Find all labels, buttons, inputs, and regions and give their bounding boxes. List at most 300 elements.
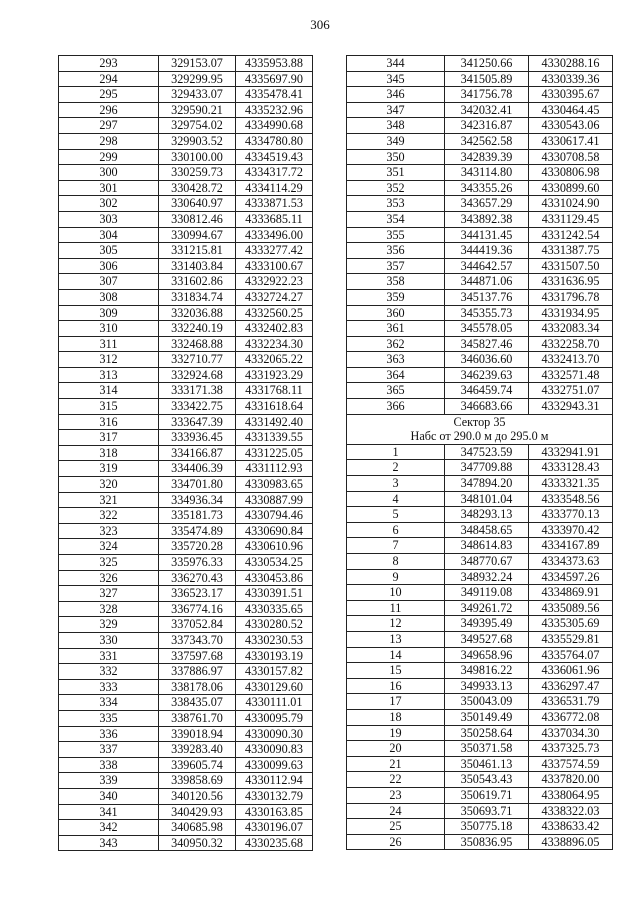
point-number: 304 xyxy=(59,227,159,243)
point-number: 330 xyxy=(59,632,159,648)
point-number: 3 xyxy=(347,476,445,492)
coord-y: 4331024.90 xyxy=(529,196,613,212)
table-row xyxy=(59,710,313,726)
coord-y: 4330193.19 xyxy=(236,648,313,664)
coord-y: 4333321.35 xyxy=(529,476,613,492)
coord-x: 334936.34 xyxy=(159,492,236,508)
table-row xyxy=(347,367,613,383)
table-row xyxy=(347,149,613,165)
coord-x: 337343.70 xyxy=(159,632,236,648)
coord-x: 333936.45 xyxy=(159,430,236,446)
point-number: 18 xyxy=(347,709,445,725)
table-row xyxy=(347,522,613,538)
coord-y: 4333100.67 xyxy=(236,258,313,274)
coord-x: 332468.88 xyxy=(159,336,236,352)
coord-x: 348101.04 xyxy=(445,491,529,507)
coord-y: 4332402.83 xyxy=(236,321,313,337)
table-row xyxy=(347,196,613,212)
coordinates-table-right xyxy=(346,55,613,850)
point-number: 354 xyxy=(347,211,445,227)
point-number: 349 xyxy=(347,133,445,149)
point-number: 317 xyxy=(59,430,159,446)
coord-y: 4338633.42 xyxy=(529,819,613,835)
coord-y: 4332413.70 xyxy=(529,352,613,368)
point-number: 344 xyxy=(347,56,445,72)
sector-title: Сектор 35 xyxy=(347,414,613,429)
coord-y: 4336531.79 xyxy=(529,694,613,710)
point-number: 339 xyxy=(59,773,159,789)
table-row xyxy=(347,725,613,741)
table-row xyxy=(347,834,613,850)
point-number: 16 xyxy=(347,678,445,694)
coord-x: 329903.52 xyxy=(159,133,236,149)
point-number: 20 xyxy=(347,741,445,757)
coordinates-table-left xyxy=(58,55,313,851)
table-row xyxy=(59,87,313,103)
table-row xyxy=(59,399,313,415)
coord-y: 4338896.05 xyxy=(529,834,613,850)
sector-subtitle-row xyxy=(347,429,613,444)
coord-y: 4332560.25 xyxy=(236,305,313,321)
coord-x: 337052.84 xyxy=(159,617,236,633)
table-row xyxy=(59,492,313,508)
point-number: 363 xyxy=(347,352,445,368)
point-number: 7 xyxy=(347,538,445,554)
coord-y: 4330391.51 xyxy=(236,586,313,602)
point-number: 313 xyxy=(59,367,159,383)
coord-y: 4330899.60 xyxy=(529,180,613,196)
coord-y: 4330543.06 xyxy=(529,118,613,134)
coord-x: 347523.59 xyxy=(445,444,529,460)
coord-y: 4331923.29 xyxy=(236,367,313,383)
table-row xyxy=(59,367,313,383)
coord-x: 350543.43 xyxy=(445,772,529,788)
table-row xyxy=(59,102,313,118)
coord-y: 4330163.85 xyxy=(236,804,313,820)
table-row xyxy=(347,787,613,803)
table-row xyxy=(59,773,313,789)
coord-y: 4338322.03 xyxy=(529,803,613,819)
coord-y: 4331768.11 xyxy=(236,383,313,399)
coord-y: 4330690.84 xyxy=(236,523,313,539)
coord-y: 4333128.43 xyxy=(529,460,613,476)
table-row xyxy=(347,616,613,632)
point-number: 309 xyxy=(59,305,159,321)
point-number: 342 xyxy=(59,820,159,836)
point-number: 22 xyxy=(347,772,445,788)
table-row xyxy=(347,133,613,149)
table-row xyxy=(347,399,613,415)
coord-x: 350836.95 xyxy=(445,834,529,850)
table-row xyxy=(347,476,613,492)
coord-y: 4335089.56 xyxy=(529,600,613,616)
coord-y: 4332751.07 xyxy=(529,383,613,399)
coord-y: 4331339.55 xyxy=(236,430,313,446)
point-number: 13 xyxy=(347,631,445,647)
table-row xyxy=(347,819,613,835)
table-row xyxy=(347,336,613,352)
coord-x: 350258.64 xyxy=(445,725,529,741)
point-number: 17 xyxy=(347,694,445,710)
point-number: 315 xyxy=(59,399,159,415)
point-number: 341 xyxy=(59,804,159,820)
coord-y: 4332258.70 xyxy=(529,336,613,352)
coord-y: 4337325.73 xyxy=(529,741,613,757)
point-number: 348 xyxy=(347,118,445,134)
table-row xyxy=(347,600,613,616)
coord-x: 342316.87 xyxy=(445,118,529,134)
table-row xyxy=(59,586,313,602)
coord-y: 4331242.54 xyxy=(529,227,613,243)
coord-y: 4336061.96 xyxy=(529,663,613,679)
table-row xyxy=(347,165,613,181)
coord-y: 4331636.95 xyxy=(529,274,613,290)
coord-y: 4337820.00 xyxy=(529,772,613,788)
coord-x: 339283.40 xyxy=(159,742,236,758)
point-number: 298 xyxy=(59,133,159,149)
point-number: 355 xyxy=(347,227,445,243)
point-number: 325 xyxy=(59,555,159,571)
coord-y: 4330395.67 xyxy=(529,87,613,103)
table-row xyxy=(347,756,613,772)
table-row xyxy=(59,289,313,305)
point-number: 351 xyxy=(347,165,445,181)
coord-x: 336270.43 xyxy=(159,570,236,586)
point-number: 21 xyxy=(347,756,445,772)
table-row xyxy=(347,507,613,523)
coord-x: 334406.39 xyxy=(159,461,236,477)
point-number: 303 xyxy=(59,211,159,227)
coord-y: 4334597.26 xyxy=(529,569,613,585)
coord-x: 336774.16 xyxy=(159,601,236,617)
point-number: 295 xyxy=(59,87,159,103)
coord-x: 345827.46 xyxy=(445,336,529,352)
point-number: 12 xyxy=(347,616,445,632)
table-row xyxy=(59,539,313,555)
coord-x: 343355.26 xyxy=(445,180,529,196)
coord-x: 335181.73 xyxy=(159,508,236,524)
coord-x: 329754.02 xyxy=(159,118,236,134)
point-number: 6 xyxy=(347,522,445,538)
coord-x: 343892.38 xyxy=(445,211,529,227)
coord-x: 342032.41 xyxy=(445,102,529,118)
coord-y: 4330235.68 xyxy=(236,835,313,851)
point-number: 2 xyxy=(347,460,445,476)
table-row xyxy=(347,258,613,274)
coord-x: 350619.71 xyxy=(445,787,529,803)
point-number: 15 xyxy=(347,663,445,679)
table-row xyxy=(59,56,313,72)
coord-y: 4331507.50 xyxy=(529,258,613,274)
coord-x: 340120.56 xyxy=(159,788,236,804)
coord-x: 345355.73 xyxy=(445,305,529,321)
coord-x: 347894.20 xyxy=(445,476,529,492)
table-row xyxy=(347,460,613,476)
coord-x: 336523.17 xyxy=(159,586,236,602)
coord-x: 347709.88 xyxy=(445,460,529,476)
table-row xyxy=(347,383,613,399)
table-row xyxy=(59,742,313,758)
coord-y: 4332922.23 xyxy=(236,274,313,290)
table-row xyxy=(347,352,613,368)
point-number: 360 xyxy=(347,305,445,321)
table-row xyxy=(347,694,613,710)
coord-x: 344131.45 xyxy=(445,227,529,243)
coord-x: 346036.60 xyxy=(445,352,529,368)
point-number: 316 xyxy=(59,414,159,430)
point-number: 294 xyxy=(59,71,159,87)
coord-y: 4331129.45 xyxy=(529,211,613,227)
coord-y: 4334519.43 xyxy=(236,149,313,165)
table-row xyxy=(59,788,313,804)
coord-x: 349261.72 xyxy=(445,600,529,616)
point-number: 361 xyxy=(347,321,445,337)
point-number: 326 xyxy=(59,570,159,586)
coord-x: 340429.93 xyxy=(159,804,236,820)
coord-y: 4331492.40 xyxy=(236,414,313,430)
point-number: 338 xyxy=(59,757,159,773)
point-number: 334 xyxy=(59,695,159,711)
coord-x: 350693.71 xyxy=(445,803,529,819)
coord-x: 344871.06 xyxy=(445,274,529,290)
table-row xyxy=(347,741,613,757)
coord-y: 4338064.95 xyxy=(529,787,613,803)
point-number: 347 xyxy=(347,102,445,118)
point-number: 329 xyxy=(59,617,159,633)
coord-x: 339605.74 xyxy=(159,757,236,773)
table-row xyxy=(347,569,613,585)
coord-y: 4332941.91 xyxy=(529,444,613,460)
table-row xyxy=(347,709,613,725)
table-row xyxy=(347,678,613,694)
table-row xyxy=(347,663,613,679)
coord-x: 338178.06 xyxy=(159,679,236,695)
point-number: 324 xyxy=(59,539,159,555)
table-row xyxy=(59,523,313,539)
coord-x: 339858.69 xyxy=(159,773,236,789)
coord-x: 340950.32 xyxy=(159,835,236,851)
point-number: 297 xyxy=(59,118,159,134)
coord-y: 4330617.41 xyxy=(529,133,613,149)
coord-x: 337886.97 xyxy=(159,664,236,680)
coord-x: 341250.66 xyxy=(445,56,529,72)
point-number: 310 xyxy=(59,321,159,337)
table-row xyxy=(347,585,613,601)
point-number: 335 xyxy=(59,710,159,726)
table-row xyxy=(347,211,613,227)
coord-x: 342839.39 xyxy=(445,149,529,165)
point-number: 343 xyxy=(59,835,159,851)
table-row xyxy=(59,555,313,571)
coord-y: 4334780.80 xyxy=(236,133,313,149)
coord-y: 4330157.82 xyxy=(236,664,313,680)
point-number: 8 xyxy=(347,554,445,570)
coord-x: 341756.78 xyxy=(445,87,529,103)
sector-subtitle: Набс от 290.0 м до 295.0 м xyxy=(347,429,613,444)
coord-y: 4333970.42 xyxy=(529,522,613,538)
table-row xyxy=(59,508,313,524)
table-row xyxy=(347,180,613,196)
point-number: 302 xyxy=(59,196,159,212)
coord-x: 346683.66 xyxy=(445,399,529,415)
coord-x: 333171.38 xyxy=(159,383,236,399)
coord-y: 4330708.58 xyxy=(529,149,613,165)
coord-x: 340685.98 xyxy=(159,820,236,836)
coord-x: 331215.81 xyxy=(159,243,236,259)
coord-y: 4330464.45 xyxy=(529,102,613,118)
coord-y: 4330335.65 xyxy=(236,601,313,617)
coord-y: 4335232.96 xyxy=(236,102,313,118)
coord-y: 4330099.63 xyxy=(236,757,313,773)
coord-x: 331602.86 xyxy=(159,274,236,290)
coord-y: 4333685.11 xyxy=(236,211,313,227)
coord-y: 4332724.27 xyxy=(236,289,313,305)
table-row xyxy=(59,430,313,446)
coord-x: 350461.13 xyxy=(445,756,529,772)
coord-y: 4330095.79 xyxy=(236,710,313,726)
coord-y: 4330280.52 xyxy=(236,617,313,633)
coord-y: 4330534.25 xyxy=(236,555,313,571)
coord-x: 341505.89 xyxy=(445,71,529,87)
coord-y: 4334373.63 xyxy=(529,554,613,570)
coord-y: 4332083.34 xyxy=(529,321,613,337)
point-number: 345 xyxy=(347,71,445,87)
coord-x: 332240.19 xyxy=(159,321,236,337)
point-number: 25 xyxy=(347,819,445,835)
coord-y: 4330288.16 xyxy=(529,56,613,72)
coord-x: 346459.74 xyxy=(445,383,529,399)
table-row xyxy=(347,803,613,819)
coord-y: 4335478.41 xyxy=(236,87,313,103)
coord-y: 4337574.59 xyxy=(529,756,613,772)
coord-y: 4330610.96 xyxy=(236,539,313,555)
coord-x: 349658.96 xyxy=(445,647,529,663)
table-row xyxy=(59,695,313,711)
point-number: 312 xyxy=(59,352,159,368)
table-row xyxy=(59,149,313,165)
point-number: 364 xyxy=(347,367,445,383)
table-row xyxy=(59,726,313,742)
coord-y: 4334869.91 xyxy=(529,585,613,601)
point-number: 321 xyxy=(59,492,159,508)
table-row xyxy=(59,71,313,87)
point-number: 352 xyxy=(347,180,445,196)
point-number: 362 xyxy=(347,336,445,352)
table-row xyxy=(347,56,613,72)
table-row xyxy=(59,383,313,399)
point-number: 293 xyxy=(59,56,159,72)
coord-y: 4335529.81 xyxy=(529,631,613,647)
table-row xyxy=(347,71,613,87)
point-number: 319 xyxy=(59,461,159,477)
coord-y: 4333871.53 xyxy=(236,196,313,212)
coord-y: 4330112.94 xyxy=(236,773,313,789)
point-number: 365 xyxy=(347,383,445,399)
coord-x: 350371.58 xyxy=(445,741,529,757)
coord-y: 4330794.46 xyxy=(236,508,313,524)
point-number: 327 xyxy=(59,586,159,602)
point-number: 299 xyxy=(59,149,159,165)
coord-y: 4332943.31 xyxy=(529,399,613,415)
table-row xyxy=(347,321,613,337)
point-number: 356 xyxy=(347,243,445,259)
coord-x: 329153.07 xyxy=(159,56,236,72)
point-number: 4 xyxy=(347,491,445,507)
point-number: 332 xyxy=(59,664,159,680)
coord-y: 4332065.22 xyxy=(236,352,313,368)
coord-y: 4333548.56 xyxy=(529,491,613,507)
coord-y: 4330129.60 xyxy=(236,679,313,695)
point-number: 340 xyxy=(59,788,159,804)
coord-x: 332036.88 xyxy=(159,305,236,321)
point-number: 350 xyxy=(347,149,445,165)
coord-y: 4330983.65 xyxy=(236,477,313,493)
point-number: 331 xyxy=(59,648,159,664)
table-row xyxy=(347,118,613,134)
point-number: 346 xyxy=(347,87,445,103)
coord-y: 4335697.90 xyxy=(236,71,313,87)
coord-x: 350775.18 xyxy=(445,819,529,835)
coord-x: 329433.07 xyxy=(159,87,236,103)
table-row xyxy=(59,679,313,695)
coord-y: 4335764.07 xyxy=(529,647,613,663)
coord-x: 335474.89 xyxy=(159,523,236,539)
coord-x: 346239.63 xyxy=(445,367,529,383)
coord-x: 344419.36 xyxy=(445,243,529,259)
table-row xyxy=(347,647,613,663)
coord-x: 338435.07 xyxy=(159,695,236,711)
coord-y: 4337034.30 xyxy=(529,725,613,741)
point-number: 23 xyxy=(347,787,445,803)
table-row xyxy=(59,632,313,648)
coord-y: 4336772.08 xyxy=(529,709,613,725)
point-number: 305 xyxy=(59,243,159,259)
point-number: 5 xyxy=(347,507,445,523)
coord-y: 4330339.36 xyxy=(529,71,613,87)
table-row xyxy=(59,477,313,493)
point-number: 318 xyxy=(59,445,159,461)
table-row xyxy=(347,538,613,554)
point-number: 14 xyxy=(347,647,445,663)
page-number: 306 xyxy=(310,17,330,32)
table-row xyxy=(59,133,313,149)
coord-y: 4331225.05 xyxy=(236,445,313,461)
coord-x: 349395.49 xyxy=(445,616,529,632)
coord-x: 348614.83 xyxy=(445,538,529,554)
coord-y: 4330196.07 xyxy=(236,820,313,836)
table-row xyxy=(59,196,313,212)
point-number: 322 xyxy=(59,508,159,524)
coord-x: 337597.68 xyxy=(159,648,236,664)
coord-y: 4333277.42 xyxy=(236,243,313,259)
point-number: 26 xyxy=(347,834,445,850)
coord-y: 4331112.93 xyxy=(236,461,313,477)
table-row xyxy=(347,444,613,460)
coord-x: 331834.74 xyxy=(159,289,236,305)
point-number: 337 xyxy=(59,742,159,758)
table-row xyxy=(59,227,313,243)
coord-y: 4330453.86 xyxy=(236,570,313,586)
coord-y: 4334167.89 xyxy=(529,538,613,554)
coord-x: 349119.08 xyxy=(445,585,529,601)
coord-x: 344642.57 xyxy=(445,258,529,274)
sector-title-row xyxy=(347,414,613,429)
coord-x: 348932.24 xyxy=(445,569,529,585)
coord-x: 330994.67 xyxy=(159,227,236,243)
table-row xyxy=(347,305,613,321)
table-row xyxy=(347,554,613,570)
coord-y: 4331387.75 xyxy=(529,243,613,259)
